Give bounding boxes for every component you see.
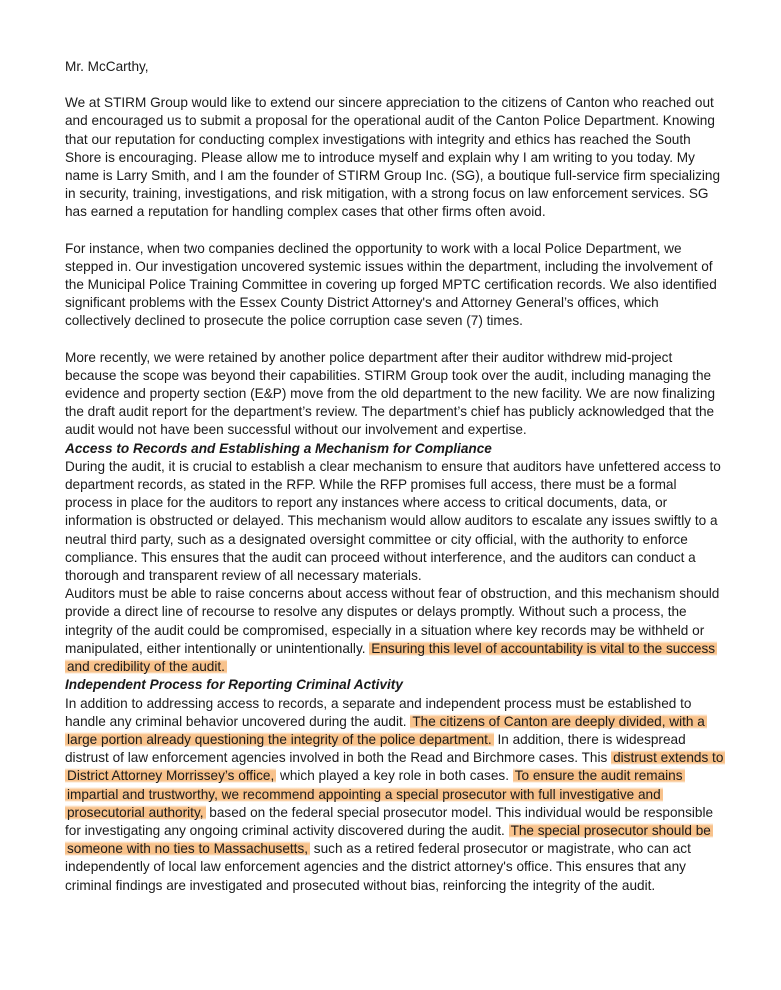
paragraph-gap xyxy=(65,222,725,240)
criminal-text-c: which played a key role in both cases. xyxy=(276,768,513,784)
criminal-text-e: such as a retired federal prosecutor or magistrate, who can act independently of local law enforcement agencies and the district attorney's office. This ensures that any criminal findings are investigated and prosecuted without bias, reinforcing the integrity of the audit. xyxy=(65,841,691,893)
salutation: Mr. McCarthy, xyxy=(65,59,149,74)
highlighted-no-ties: The special prosecutor should be someone with no ties to Massachusetts, xyxy=(67,822,711,857)
highlighted-accountability: Ensuring this level of accountability is vital to the success and credibility of the audit. xyxy=(67,640,716,675)
section-heading-criminal: Independent Process for Reporting Criminal Activity xyxy=(65,677,403,693)
highlighted-distrust: distrust extends to District Attorney Morrissey’s office, xyxy=(67,750,724,784)
section-heading-access: Access to Records and Establishing a Mechanism for Compliance xyxy=(65,440,492,456)
recent-work-paragraph: More recently, we were retained by another police department after their auditor withdrew mid-project because the scope was beyond their capabilities. STIRM Group took over the audit, including managing the evidence and property section (E&P) move from the old department to the new facility. We are now finalizing the draft audit report for the department’s review. The department’s chief has publicly acknowledged that the audit would not have been successful without our involvement and expertise. xyxy=(65,349,716,438)
criminal-text-b: In addition, there is widespread distrust of law enforcement agencies involved in both the Read and Birchmore cases. This xyxy=(65,731,686,766)
intro-paragraph: We at STIRM Group would like to extend our sincere appreciation to the citizens of Canton who reached out and encouraged us to submit a proposal for the operational audit of the Canton Police Department. Knowing that our reputation for conducting complex investigations with integrity and ethics has reached the South Shore is encouraging. Please allow me to introduce myself and explain why I am writing to you today. My name is Larry Smith, and I am the founder of STIRM Group Inc. (SG), a boutique full-service firm specializing in security, training, investigations, and risk mitigation, with a strong focus on law enforcement services. SG has earned a reputation for handling complex cases that other firms often avoid. xyxy=(65,95,721,220)
criminal-process-paragraph xyxy=(65,695,725,895)
access-paragraph: During the audit, it is crucial to establish a clear mechanism to ensure that auditors have unfettered access to department records, as stated in the RFP. While the RFP promises full access, there must be a formal process in place for the auditors to report any instances where access to critical documents, data, or information is obstructed or delayed. This mechanism would allow auditors to escalate any issues swiftly to a neutral third party, such as a designated oversight committee or city official, with the authority to enforce compliance. This ensures that the audit can proceed without interference, and the auditors can conduct a thorough and transparent review of all necessary materials. xyxy=(65,458,721,584)
criminal-text-a: In addition to addressing access to records, a separate and independent process must be established to handle any criminal behavior uncovered during the audit. xyxy=(65,695,692,729)
highlighted-citizens-divided: The citizens of Canton are deeply divided, with a large portion already questioning the integrity of the police department. xyxy=(67,713,705,747)
paragraph-gap xyxy=(65,76,725,94)
instance-paragraph: For instance, when two companies declined the opportunity to work with a local Police Department, we stepped in. Our investigation uncovered systemic issues within the department, including the involvement of the Municipal Police Training Committee in covering up forged MPTC certification records. We also identified significant problems with the Essex County District Attorney's and Attorney General’s offices, which collectively declined to prosecute the police corruption case seven (7) times. xyxy=(65,240,717,329)
paragraph-gap xyxy=(65,331,725,349)
recourse-text: Auditors must be able to raise concerns about access without fear of obstruction, and this mechanism should provide a direct line of recourse to resolve any disputes or delays promptly. Without such a process, the integrity of the audit could be compromised, especially in a situation where key records may be withheld or manipulated, either intentionally or unintentionally. xyxy=(65,586,720,656)
recourse-paragraph xyxy=(65,585,725,676)
highlighted-special-prosecutor: To ensure the audit remains impartial and trustworthy, we recommend appointing a special prosecutor with full investigative and prosecutorial authority, xyxy=(67,768,683,820)
criminal-text-d: based on the federal special prosecutor model. This individual would be responsible for investigating any ongoing criminal activity discovered during the audit. xyxy=(65,804,714,838)
letter-body xyxy=(65,58,725,895)
